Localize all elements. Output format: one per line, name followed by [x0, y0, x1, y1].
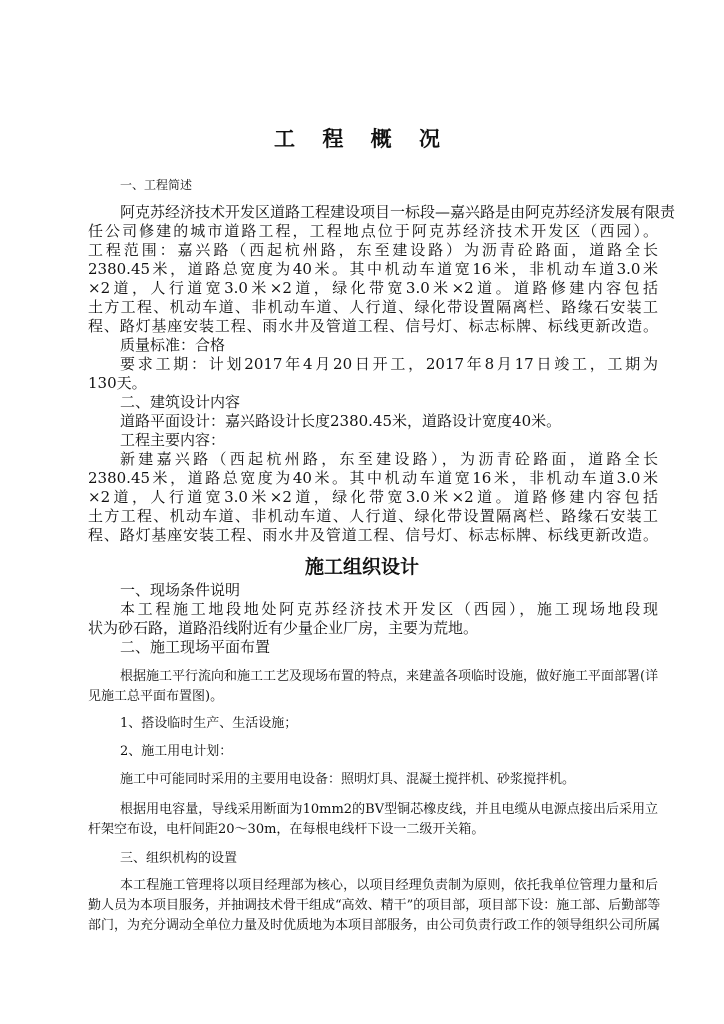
layout-text-line-1: 根据施工平行流向和施工工艺及现场布置的特点，来建盖各项临时设施，做好施工平面部署(详 — [120, 669, 659, 684]
p1-line-6: 土方工程、机动车道、非机动车道、人行道、绿化带设置隔离栏、路缘石安装工 — [88, 298, 658, 316]
section1-heading: 一、工程简述 — [120, 178, 193, 192]
org-text-line-2: 勤人员为本项目服务，并抽调技术骨干组成“高效、精干”的项目部，项目部下设：施工部、后勤部等 — [88, 898, 661, 913]
org-text-line-1: 本工程施工管理将以项目经理部为核心，以项目经理负责制为原则，依托我单位管理力量和后 — [120, 878, 658, 893]
period-line-1: 要求工期：计划2017年4月20日开工，2017年8月17日竣工，工期为 — [120, 355, 658, 373]
p2-line-2: 2380.45米，道路总宽度为40米。其中机动车道宽16米，非机动车道3.0米 — [88, 469, 658, 487]
org-heading: 三、组织机构的设置 — [120, 851, 238, 866]
section-title-construction: 施工组织设计 — [304, 556, 419, 578]
page-title: 工 程 概 况 — [274, 126, 450, 151]
item-2: 2、施工用电计划： — [120, 744, 233, 759]
plan-design: 道路平面设计：嘉兴路设计长度2380.45米，道路设计宽度40米。 — [120, 412, 562, 430]
site-text-line-2: 状为砂石路，道路沿线附近有少量企业厂房，主要为荒地。 — [88, 619, 479, 637]
org-text-line-3: 部门，为充分调动全单位力量及时优质地为本项目部服务，由公司负责行政工作的领导组织公司所属 — [88, 918, 661, 933]
p2-line-1: 新建嘉兴路（西起杭州路，东至建设路），为沥青砼路面，道路全长 — [120, 450, 658, 468]
main-content-label: 工程主要内容： — [120, 431, 226, 449]
p1-line-2: 任公司修建的城市道路工程，工程地点位于阿克苏经济技术开发区（西园）。 — [88, 222, 658, 240]
quality-standard: 质量标准：合格 — [120, 336, 226, 354]
p1-line-4: 2380.45米，道路总宽度为40米。其中机动车道宽16米，非机动车道3.0米 — [88, 260, 658, 278]
p2-line-3: ×2道，人行道宽3.0米×2道，绿化带宽3.0米×2道。道路修建内容包括 — [88, 488, 658, 506]
equipment-text: 施工中可能同时采用的主要用电设备：照明灯具、混凝土搅拌机、砂浆搅拌机。 — [120, 772, 576, 787]
section2-heading: 二、建筑设计内容 — [120, 393, 241, 411]
wiring-line-1: 根据用电容量，导线采用断面为10mm2的BV型铜芯橡皮线，并且电缆从电源点接出后采用立 — [120, 802, 658, 817]
wiring-line-2: 杆架空布设，电杆间距20～30m，在每根电线杆下设一二级开关箱。 — [88, 822, 485, 837]
p1-line-7: 程、路灯基座安装工程、雨水井及管道工程、信号灯、标志标牌、标线更新改造。 — [88, 317, 658, 335]
item-1: 1、搭设临时生产、生活设施； — [120, 716, 298, 731]
site-text-line-1: 本工程施工地段地处阿克苏经济技术开发区（西园），施工现场地段现 — [120, 600, 658, 618]
p1-line-5: ×2道，人行道宽3.0米×2道，绿化带宽3.0米×2道。道路修建内容包括 — [88, 279, 658, 297]
site-heading: 一、现场条件说明 — [120, 581, 241, 599]
layout-heading: 二、施工现场平面布置 — [120, 638, 271, 656]
p1-line-1: 阿克苏经济技术开发区道路工程建设项目一标段—嘉兴路是由阿克苏经济发展有限责 — [120, 203, 676, 221]
p2-line-5: 程、路灯基座安装工程、雨水井及管道工程、信号灯、标志标牌、标线更新改造。 — [88, 526, 658, 544]
p1-line-3: 工程范围：嘉兴路（西起杭州路，东至建设路）为沥青砼路面，道路全长 — [88, 241, 658, 259]
period-line-2: 130天。 — [88, 374, 147, 392]
p2-line-4: 土方工程、机动车道、非机动车道、人行道、绿化带设置隔离栏、路缘石安装工 — [88, 507, 658, 525]
layout-text-line-2: 见施工总平面布置图)。 — [88, 689, 224, 704]
